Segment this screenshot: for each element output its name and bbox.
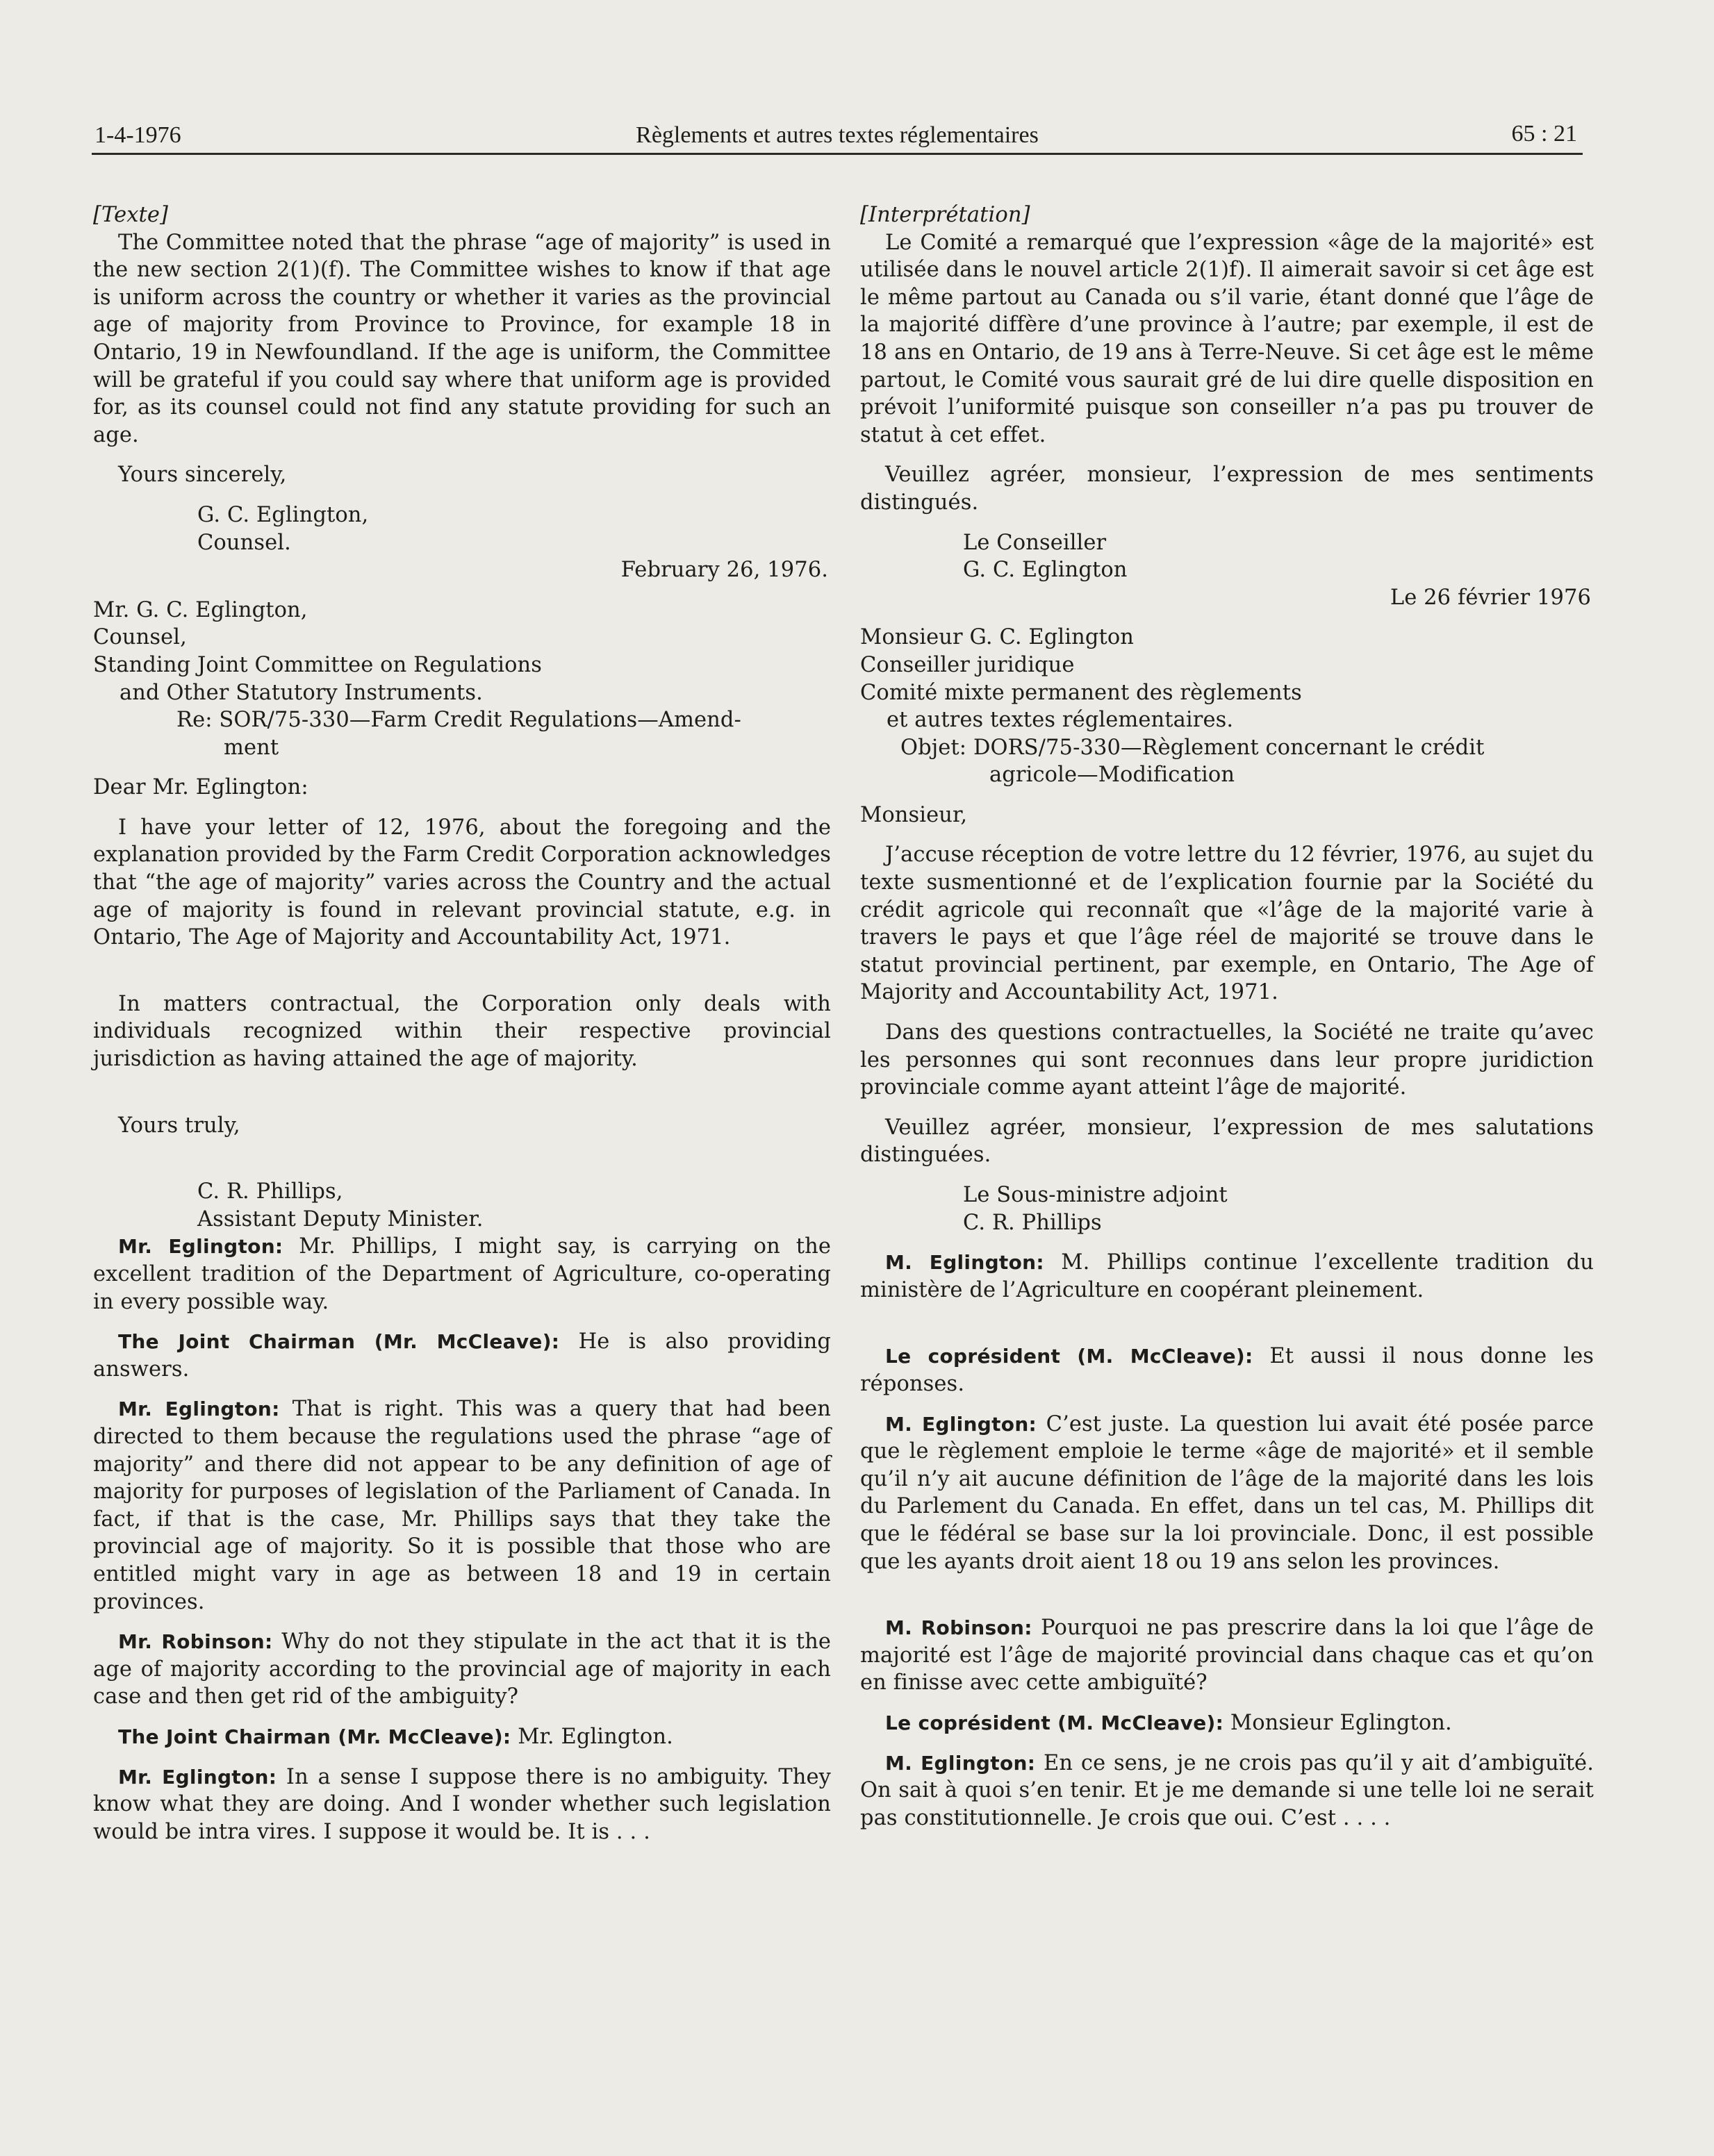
speaker-name: Mr. Eglington: bbox=[118, 1235, 283, 1259]
statement-text: Mr. Phillips, I might say, is carrying on the excellent tradition of the Department of Agriculture, co-operating in every possible way. bbox=[93, 1234, 831, 1314]
transcript-statement bbox=[93, 1628, 831, 1711]
letter-closing: Veuillez agréer, monsieur, l’expression de mes sentiments distingués. bbox=[860, 463, 1594, 515]
address-line: and Other Statutory Instruments. bbox=[120, 680, 483, 705]
transcript-statement bbox=[860, 1343, 1594, 1398]
statement-text: Monsieur Eglington. bbox=[1223, 1710, 1452, 1735]
transcript-statement bbox=[860, 1750, 1594, 1832]
transcript-statement bbox=[860, 1709, 1594, 1737]
salutation: Dear Mr. Eglington: bbox=[93, 775, 308, 800]
signature-title: Le Sous-ministre adjoint bbox=[963, 1183, 1228, 1207]
speaker-name: M. Eglington: bbox=[885, 1751, 1036, 1775]
subject-line-continued: ment bbox=[224, 735, 279, 760]
address-line: Standing Joint Committee on Regulations bbox=[93, 652, 543, 677]
address-line: Counsel, bbox=[93, 625, 187, 650]
address-line: Mr. G. C. Eglington, bbox=[93, 597, 308, 622]
subject-line-continued: agricole—Modification bbox=[989, 763, 1235, 788]
french-column bbox=[860, 201, 1594, 1832]
signature-name: G. C. Eglington bbox=[963, 558, 1128, 583]
signature-name: G. C. Eglington, bbox=[197, 502, 369, 527]
signature-name: C. R. Phillips bbox=[963, 1210, 1102, 1235]
speaker-name: Mr. Eglington: bbox=[118, 1398, 280, 1421]
transcript-statement bbox=[860, 1249, 1594, 1304]
speaker-name: M. Eglington: bbox=[885, 1412, 1037, 1436]
header-title: Règlements et autres textes réglementaires bbox=[636, 122, 1039, 148]
signature-title: Assistant Deputy Minister. bbox=[197, 1206, 484, 1232]
signature-name: C. R. Phillips, bbox=[197, 1179, 343, 1204]
transcript-statement bbox=[93, 1233, 831, 1316]
letter-date: February 26, 1976. bbox=[620, 558, 828, 583]
letter-closing: Yours truly, bbox=[118, 1113, 240, 1138]
letter-date: Le 26 février 1976 bbox=[1390, 585, 1591, 610]
letter-closing: Veuillez agréer, monsieur, l’expression de mes salutations distinguées. bbox=[860, 1115, 1594, 1168]
transcript-statement bbox=[93, 1395, 831, 1616]
page-number: 65 : 21 bbox=[1511, 121, 1577, 147]
signature-title: Le Conseiller bbox=[963, 530, 1107, 555]
reply-paragraph: J’accuse réception de votre lettre du 12 février, 1976, au sujet du texte susmentionné et de l’explication fournie par la Société du crédit agricole qui reconnaît que «l’âge de la majorité varie à travers le pays et que l’âge réel de majorité se trouve dans le statut provincial pertinent, par exemple, en Ontario, The Age of Majority and Accountability Act, 1971. bbox=[860, 843, 1594, 1005]
text-label: [Texte] bbox=[93, 203, 169, 227]
letter-closing: Yours sincerely, bbox=[118, 463, 287, 488]
address-line: et autres textes réglementaires. bbox=[887, 708, 1234, 733]
english-column bbox=[93, 201, 831, 1846]
statement-text: C’est juste. La question lui avait été posée parce que le règlement emploie le terme «âge de majorité» et il semble qu’il n’y ait aucune définition de l’âge de la majorité dans les lois du Parlement du Canada. En effet, dans un tel cas, M. Phillips dit que le fédéral se base sur la loi provinciale. Donc, il est possible que les ayants droit aient 18 ou 19 ans selon les provinces. bbox=[860, 1411, 1594, 1574]
statement-text: Pourquoi ne pas prescrire dans la loi que l’âge de majorité est l’âge de majorité provincial dans chaque cas et qu’on en finisse avec cette ambiguïté? bbox=[860, 1616, 1594, 1695]
header-date: 1-4-1976 bbox=[94, 122, 181, 148]
speaker-name: Le coprésident (M. McCleave): bbox=[885, 1711, 1224, 1734]
statement-text: En ce sens, je ne crois pas qu’il y ait d’ambiguïté. On sait à quoi s’en tenir. Et je me demande si une telle loi ne serait pas constitutionnelle. Je crois que oui. C’est . . . . bbox=[860, 1750, 1594, 1830]
transcript-statement bbox=[860, 1411, 1594, 1576]
committee-letter-paragraph: Le Comité a remarqué que l’expression «âge de la majorité» est utilisée dans le nouvel article 2(1)f). Il aimerait savoir si cet âge est le même partout au Canada ou s’il varie, étant donné que l’âge de la majorité diffère d’une province à l’autre; par exemple, il est de 18 ans en Ontario, de 19 ans à Terre-Neuve. Si cet âge est le même partout, le Comité vous saurait gré de lui dire quelle disposition en prévoit l’uniformité puisque son conseiller n’a pas pu trouver de statut à cet effet. bbox=[860, 230, 1594, 447]
statement-text: Et aussi il nous donne les réponses. bbox=[860, 1344, 1594, 1396]
transcript-statement bbox=[93, 1764, 831, 1846]
speaker-name: Mr. Robinson: bbox=[118, 1630, 273, 1654]
address-line: Comité mixte permanent des règlements bbox=[860, 680, 1302, 705]
transcript-statement bbox=[93, 1723, 831, 1751]
statement-text: Mr. Eglington. bbox=[511, 1724, 673, 1749]
transcript-statement bbox=[860, 1614, 1594, 1697]
reply-paragraph: In matters contractual, the Corporation only deals with individuals recognized within their respective provincial jurisdiction as having attained the age of majority. bbox=[93, 991, 831, 1072]
subject-line: Objet: DORS/75-330—Règlement concernant le crédit bbox=[900, 735, 1485, 760]
statement-text: He is also providing answers. bbox=[93, 1329, 831, 1382]
address-line: Monsieur G. C. Eglington bbox=[860, 625, 1135, 650]
reply-paragraph: Dans des questions contractuelles, la Société ne traite qu’avec les personnes qui sont reconnues dans leur propre juridiction provinciale comme ayant atteint l’âge de majorité. bbox=[860, 1020, 1594, 1100]
speaker-name: M. Robinson: bbox=[885, 1616, 1032, 1640]
speaker-name: Mr. Eglington: bbox=[118, 1765, 277, 1789]
subject-line: Re: SOR/75-330—Farm Credit Regulations—Amend- bbox=[176, 708, 741, 733]
speaker-name: Le coprésident (M. McCleave): bbox=[885, 1345, 1253, 1368]
salutation: Monsieur, bbox=[860, 802, 968, 827]
statement-text: That is right. This was a query that had been directed to them because the regulations used the phrase “age of majority” and there did not appear to be any definition of age of majority for purposes of legislation of the Parliament of Canada. In fact, if that is the case, Mr. Phillips says that they take the provincial age of majority. So it is possible that those who are entitled might vary in age as between 18 and 19 in certain provinces. bbox=[93, 1397, 831, 1614]
speaker-name: The Joint Chairman (Mr. McCleave): bbox=[118, 1725, 511, 1748]
transcript-statement bbox=[93, 1328, 831, 1383]
statement-text: M. Phillips continue l’excellente tradition du ministère de l’Agriculture en coopérant pleinement. bbox=[860, 1250, 1594, 1302]
interpretation-label: [Interprétation] bbox=[860, 203, 1030, 227]
address-line: Conseiller juridique bbox=[860, 652, 1075, 677]
signature-title: Counsel. bbox=[197, 530, 291, 555]
statement-text: In a sense I suppose there is no ambiguity. They know what they are doing. And I wonder whether such legislation would be intra vires. I suppose it would be. It is . . . bbox=[93, 1764, 831, 1844]
committee-letter-paragraph: The Committee noted that the phrase “age of majority” is used in the new section 2(1)(f). The Committee wishes to know if that age is uniform across the country or whether it varies as the provincial age of majority from Province to Province, for example 18 in Ontario, 19 in Newfoundland. If the age is uniform, the Committee will be grateful if you could say where that uniform age is provided for, as its counsel could not find any statute providing for such an age. bbox=[93, 230, 831, 447]
statement-text: Why do not they stipulate in the act that it is the age of majority according to the provincial age of majority in each case and then get rid of the ambiguity? bbox=[93, 1630, 831, 1709]
reply-paragraph: I have your letter of 12, 1976, about the foregoing and the explanation provided by the Farm Credit Corporation acknowledges that “the age of majority” varies across the Country and the actual age of majority is found in relevant provincial statute, e.g. in Ontario, The Age of Majority and Accountability Act, 1971. bbox=[93, 815, 831, 950]
speaker-name: M. Eglington: bbox=[885, 1251, 1044, 1275]
speaker-name: The Joint Chairman (Mr. McCleave): bbox=[118, 1330, 560, 1354]
page-header bbox=[92, 111, 1583, 155]
